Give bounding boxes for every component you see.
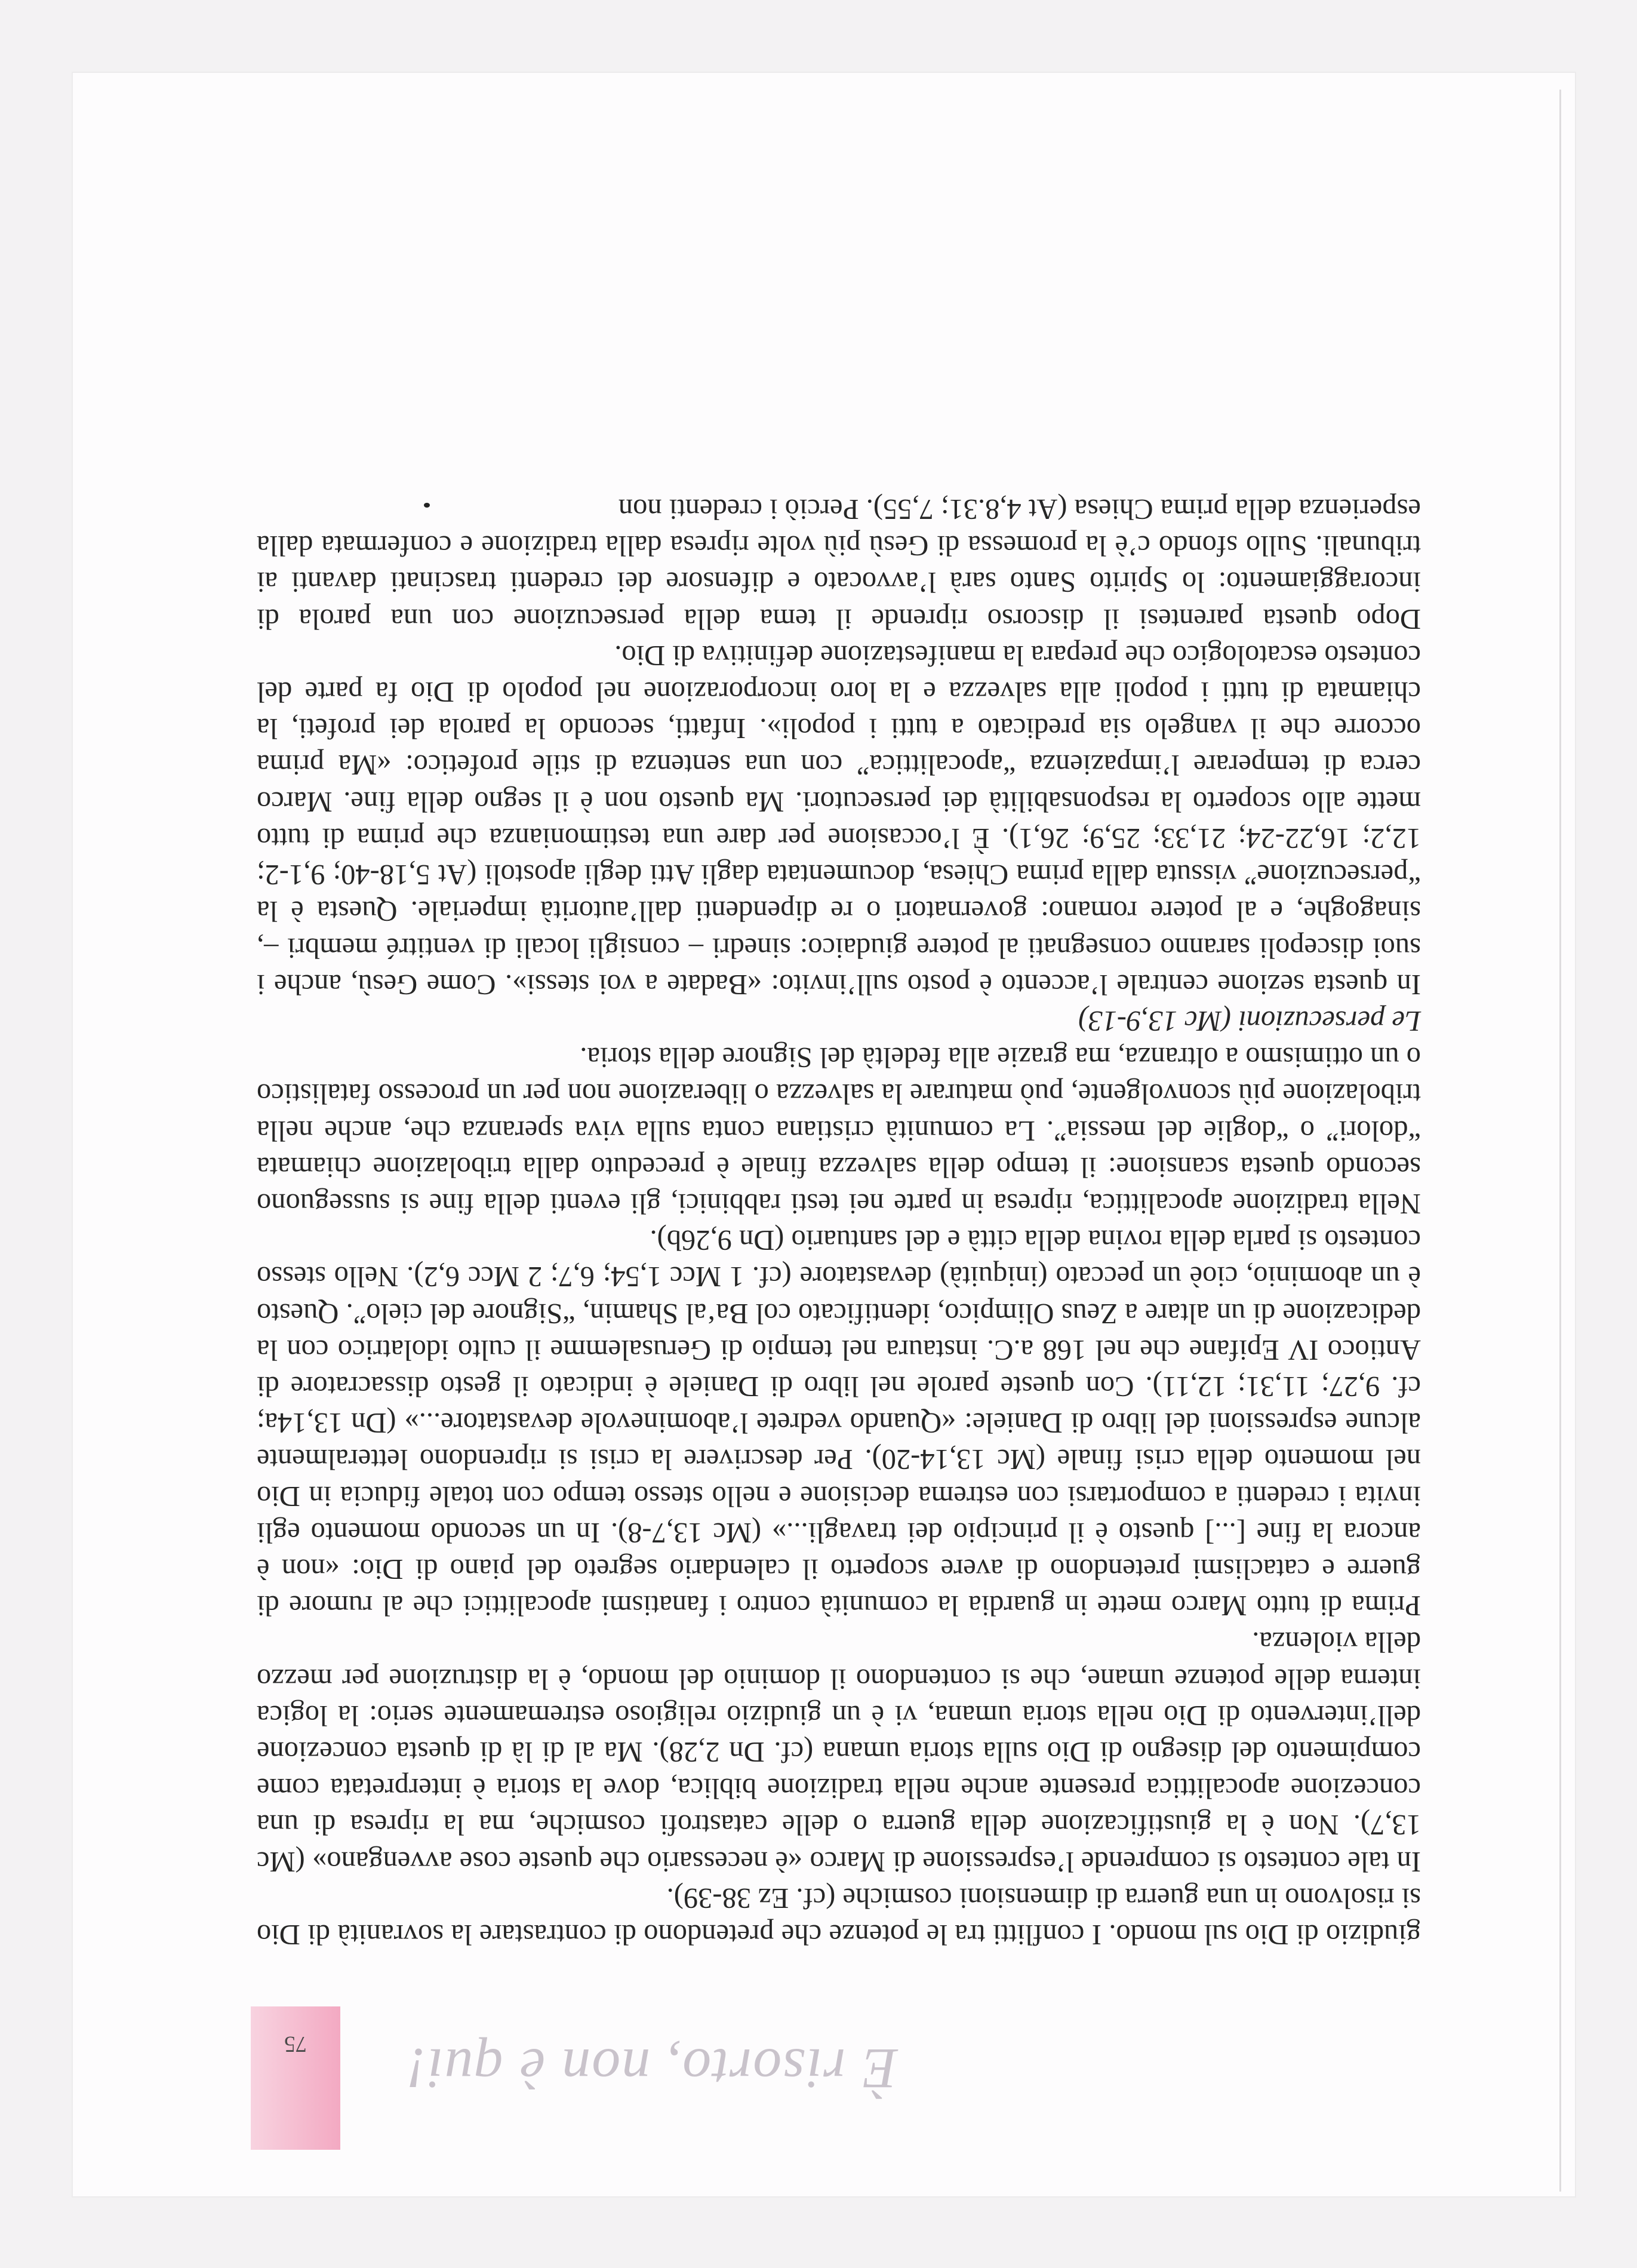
paragraph-tradizione-apocalittica: Nella tradizione apocalittica, ripresa in parte nei testi rabbinici, gli eventi della fine si susseguono secondo questa scansione: il tempo della salvezza finale è preceduto dalla tribolazione chiamata “dolori” o “doglie del messia”. La comunità cristiana conta sulla viva speranza che, anche nella tribolazione più sconvolgente, può maturare la salvezza o liberazione non per un processo fatalistico o un ottimismo a oltranza, ma grazie alla fedeltà del Signore della storia. xyxy=(257,1041,1421,1219)
section-heading-persecuzioni: Le persecuzioni (Mc 13,9-13) xyxy=(1078,1004,1421,1037)
paragraph-parentesi: Dopo questa parentesi il discorso riprende il tema della persecuzione con una parola di incoraggiamento: lo Spirito Santo sarà l’avvocato e difensore dei credenti trascinati davanti ai tribunali. Sullo sfondo c’è la promessa di Gesù più volte ripresa dalla tradizione e confermata dalla esperienza della prima Chiesa (At 4,8.31; 7,55). Perciò i credenti non xyxy=(257,493,1421,635)
body-text xyxy=(257,491,1421,1953)
running-title: È risorto, non è qui! xyxy=(406,2037,898,2101)
page-edge-shadow xyxy=(1559,90,1561,2192)
page-number-tab xyxy=(251,2006,340,2150)
paragraph-continuation: giudizio di Dio sul mondo. I conflitti tra le potenze che pretendono di contrastare la sovranità di Dio si risolvono in una guerra di dimensioni cosmiche (cf. Ez 38-39). xyxy=(257,1882,1421,1950)
paragraph-necessario: In tale contesto si comprende l’espressione di Marco «è necessario che queste cose avvengano» (Mc 13,7). Non è la giustificazione della guerra o delle catastrofi cosmiche, ma la ripresa di una concezione apocalittica presente anche nella tradizione biblica, dove la storia è interpretata come compimento del disegno di Dio sulla storia umana (cf. Dn 2,28). Ma al di là di questa concezione dell’intervento di Dio nella storia umana, vi è un giudizio religioso estremamente serio: la logica interna delle potenze umane, che si contendono il dominio del mondo, è la distruzione per mezzo della violenza. xyxy=(257,1626,1421,1877)
page-number: 75 xyxy=(284,2032,307,2057)
paragraph-sezione-centrale: In questa sezione centrale l’accento è posto sull’invito: «Badate a voi stessi». Come Gesù, anche i suoi discepoli saranno consegnati al potere giudaico: sinedri – consigli locali di ventitré membri –, sinagoghe, e al potere romano: governatori o re dipendenti dall’autorità imperiale. Questa è la “persecuzione” vissuta dalla prima Chiesa, documentata dagli Atti degli apostoli (At 5,18-40; 9,1-2; 12,2; 16,22-24; 21,33; 25,9; 26,1). È l’occasione per dare una testimonianza che prima di tutto mette allo scoperto la responsabilità dei persecutori. Ma questo non è il segno della fine. Marco cerca di temperare l’impazienza “apocalittica” con una sentenza di stile profetico: «Ma prima occorre che il vangelo sia predicato a tutti i popoli». Infatti, secondo la parola dei profeti, la chiamata di tutti i popoli alla salvezza e la loro incorporazione nel popolo di Dio fa parte del contesto escatologico che prepara la manifestazione definitiva di Dio. xyxy=(257,639,1421,1000)
scan-speck xyxy=(424,503,430,508)
rotated-book-page xyxy=(257,72,1421,2150)
page-header xyxy=(257,2006,1421,2150)
paragraph-prima-di-tutto: Prima di tutto Marco mette in guardia la comunità contro i fanatismi apocalittici che al rumore di guerre e cataclismi pretendono di avere scoperto il calendario segreto del piano di Dio: «non è ancora la fine [...] questo è il principio dei travagli...» (Mc 13,7-8). In un secondo momento egli invita i credenti a comportarsi con estrema decisione e nello stesso tempo con totale fiducia in Dio nel momento della crisi finale (Mc 13,14-20). Per descrivere la crisi si riprendono letteralmente alcune espressioni del libro di Daniele: «Quando vedrete l’abominevole devastatore...» (Dn 13,14a; cf. 9,27; 11,31; 12,11). Con queste parole nel libro di Daniele è indicato il gesto dissacratore di Antioco IV Epifane che nel 168 a.C. instaura nel tempio di Gerusalemme il culto idolatrico con la dedicazione di un altare a Zeus Olimpico, identificato col Ba‘al Shamin, “Signore del cielo”. Questo è un abominio, cioè un peccato (iniquità) devastatore (cf. 1 Mcc 1,54; 6,7; 2 Mcc 6,2). Nello stesso contesto si parla della rovina della città e del santuario (Dn 9,26b). xyxy=(257,1224,1421,1622)
